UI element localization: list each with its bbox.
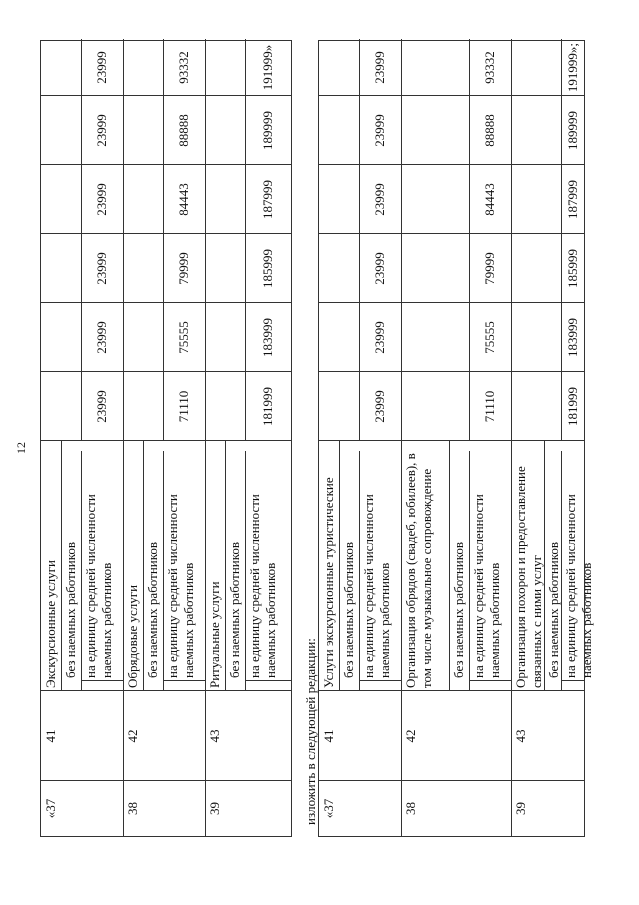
grid-line xyxy=(561,451,562,691)
value-cell: 79999 xyxy=(176,252,192,285)
activity-code: 41 xyxy=(43,729,58,743)
grid-line xyxy=(319,95,584,96)
grid-line xyxy=(81,680,123,681)
table-previous-version xyxy=(40,40,292,837)
subrow-label: без наемных работников xyxy=(227,541,242,678)
value-cell: 71110 xyxy=(176,390,192,423)
activity-code: 43 xyxy=(207,729,222,743)
activity-title: Услуги экскурсионные туристические xyxy=(321,477,336,688)
value-cell: 23999 xyxy=(94,51,110,84)
value-cell: 189999 xyxy=(260,111,276,150)
grid-line xyxy=(41,371,291,372)
value-cell: 191999» xyxy=(260,44,276,91)
grid-line xyxy=(359,451,360,691)
grid-line xyxy=(41,690,291,691)
value-cell: 23999 xyxy=(94,114,110,147)
activity-title: Ритуальные услуги xyxy=(207,581,222,688)
grid-line xyxy=(163,451,164,691)
row-number: 39 xyxy=(207,802,222,815)
subrow-label: без наемных работников xyxy=(451,541,466,678)
activity-code: 42 xyxy=(403,729,418,743)
activity-title: Экскурсионные услуги xyxy=(43,560,58,688)
value-cell: 181999 xyxy=(564,387,580,426)
page-number: 12 xyxy=(14,442,28,454)
value-cell: 23999 xyxy=(94,183,110,216)
value-cell: 23999 xyxy=(372,183,388,216)
grid-line xyxy=(469,451,470,691)
value-cell: 88888 xyxy=(176,114,192,147)
activity-title: Организация похорон и предоставление связанных с ними услуг xyxy=(513,466,544,688)
value-cell: 79999 xyxy=(482,252,498,285)
subrow-label: на единицу средней численности наемных работников xyxy=(471,494,502,678)
row-number: «37 xyxy=(321,798,336,819)
value-cell: 183999 xyxy=(564,318,580,357)
activity-code: 42 xyxy=(125,729,140,743)
value-cell: 23999 xyxy=(372,321,388,354)
activity-title: Обрядовые услуги xyxy=(125,584,140,688)
value-cell: 189999 xyxy=(564,111,580,150)
grid-line xyxy=(163,680,205,681)
grid-line xyxy=(41,95,291,96)
subrow-label: без наемных работников xyxy=(341,541,356,678)
table-new-version xyxy=(318,40,594,837)
subrow-label: на единицу средней численности наемных работников xyxy=(563,494,594,678)
grid-line xyxy=(449,441,450,691)
value-cell: 23999 xyxy=(372,114,388,147)
grid-line xyxy=(319,440,584,441)
grid-line xyxy=(41,440,291,441)
value-cell: 23999 xyxy=(94,321,110,354)
subrow-label: без наемных работников xyxy=(145,541,160,678)
grid-line xyxy=(41,164,291,165)
value-cell: 84443 xyxy=(482,183,498,216)
grid-line xyxy=(561,680,584,681)
row-number: 39 xyxy=(513,802,528,815)
value-cell: 75555 xyxy=(482,321,498,354)
grid-line xyxy=(319,233,584,234)
value-cell: 185999 xyxy=(564,249,580,288)
value-cell: 88888 xyxy=(482,114,498,147)
value-cell: 23999 xyxy=(372,252,388,285)
grid-line xyxy=(61,441,62,691)
grid-line xyxy=(245,39,246,441)
row-number: 38 xyxy=(403,802,418,815)
value-cell: 181999 xyxy=(260,387,276,426)
value-cell: 71110 xyxy=(482,390,498,423)
value-cell: 191999»; xyxy=(564,42,580,93)
subrow-label: на единицу средней численности наемных работников xyxy=(361,494,392,678)
amendment-phrase: изложить в следующей редакции: xyxy=(303,638,318,825)
row-number: «37 xyxy=(43,798,58,819)
grid-line xyxy=(319,164,584,165)
grid-line xyxy=(359,39,360,441)
activity-code: 41 xyxy=(321,729,336,743)
subrow-label: на единицу средней численности наемных работников xyxy=(247,494,278,678)
value-cell: 23999 xyxy=(372,51,388,84)
grid-line xyxy=(143,441,144,691)
grid-line xyxy=(225,441,226,691)
grid-line xyxy=(561,39,562,441)
value-cell: 93332 xyxy=(482,51,498,84)
grid-line xyxy=(359,680,401,681)
value-cell: 187999 xyxy=(260,180,276,219)
value-cell: 23999 xyxy=(94,252,110,285)
grid-line xyxy=(163,39,164,441)
grid-line xyxy=(81,39,82,441)
activity-code: 43 xyxy=(513,729,528,743)
grid-line xyxy=(41,780,291,781)
grid-line xyxy=(245,451,246,691)
value-cell: 75555 xyxy=(176,321,192,354)
activity-title: Организация обрядов (свадеб, юбилеев), в том числе музыкальное сопровождение xyxy=(403,453,434,688)
grid-line xyxy=(319,302,584,303)
grid-line xyxy=(339,441,340,691)
grid-line xyxy=(41,233,291,234)
grid-line xyxy=(319,371,584,372)
value-cell: 93332 xyxy=(176,51,192,84)
value-cell: 84443 xyxy=(176,183,192,216)
subrow-label: без наемных работников xyxy=(63,541,78,678)
subrow-label: на единицу средней численности наемных работников xyxy=(83,494,114,678)
grid-line xyxy=(245,680,291,681)
grid-line xyxy=(544,441,545,691)
grid-line xyxy=(469,680,511,681)
value-cell: 23999 xyxy=(94,390,110,423)
value-cell: 183999 xyxy=(260,318,276,357)
value-cell: 185999 xyxy=(260,249,276,288)
grid-line xyxy=(319,780,584,781)
grid-line xyxy=(319,690,584,691)
subrow-label: на единицу средней численности наемных работников xyxy=(165,494,196,678)
value-cell: 23999 xyxy=(372,390,388,423)
subrow-label: без наемных работников xyxy=(546,541,561,678)
row-number: 38 xyxy=(125,802,140,815)
grid-line xyxy=(81,451,82,691)
grid-line xyxy=(41,302,291,303)
grid-line xyxy=(469,39,470,441)
value-cell: 187999 xyxy=(564,180,580,219)
